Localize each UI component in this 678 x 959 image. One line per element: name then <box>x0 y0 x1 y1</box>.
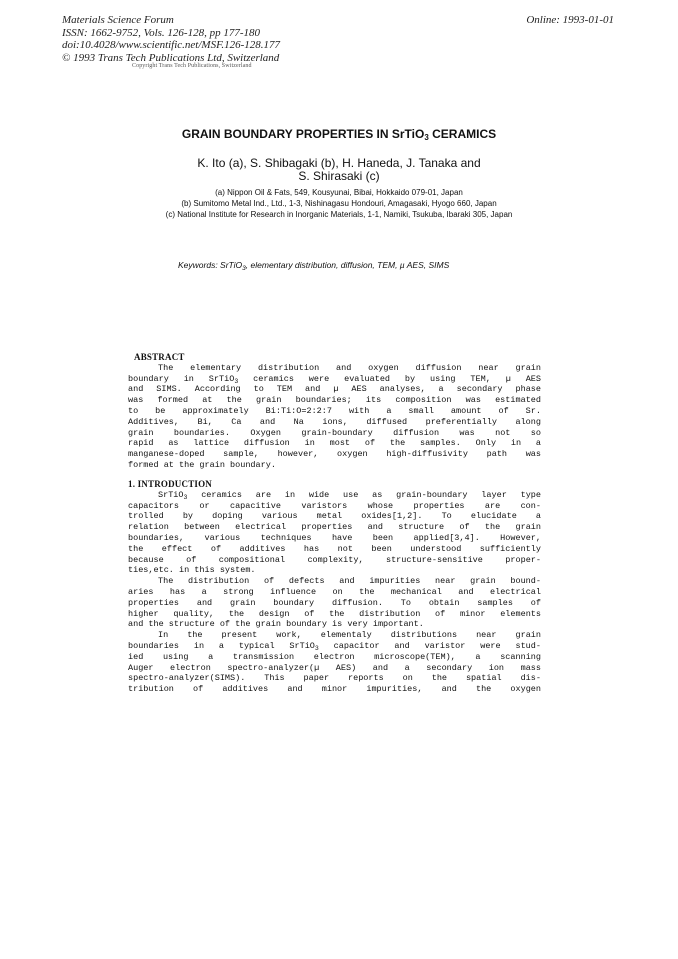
introduction-line: the effect of additives has not been understood sufficiently <box>128 543 541 554</box>
keywords-prefix: Keywords: SrTiO <box>178 260 243 270</box>
introduction-body <box>128 490 541 695</box>
keywords-rest: , elementary distribution, diffusion, TEM, µ AES, SIMS <box>245 260 450 270</box>
introduction-line: boundaries, various techniques have been applied[3,4]. However, <box>128 532 541 543</box>
paper-title <box>0 127 678 142</box>
introduction-line: spectro-analyzer(SIMS). This paper reports on the spatial dis- <box>128 673 541 684</box>
introduction-line: SrTiO$_3$ ceramics are in wide use as grain-boundary layer type <box>158 489 541 501</box>
doi-line[interactable]: doi:10.4028/www.scientific.net/MSF.126-128.177 <box>62 39 281 51</box>
introduction-line: boundaries in a typical SrTiO$_3$ capacitor and varistor were stud- <box>128 640 541 652</box>
introduction-line: ied using a transmission electron microscope(TEM), a scanning <box>128 651 541 662</box>
abstract-line: to be approximately Bi:Ti:O=2:2:7 with a small amount of Sr. <box>128 405 541 416</box>
abstract-line: rapid as lattice diffusion in most of the samples. Only in a <box>128 438 541 449</box>
title-tail: CERAMICS <box>428 127 497 141</box>
introduction-line: higher quality, the design of the distribution of minor elements <box>128 608 541 619</box>
title-main: GRAIN BOUNDARY PROPERTIES IN SrTiO <box>181 127 425 141</box>
abstract-section <box>128 352 541 471</box>
abstract-line: boundary in SrTiO$_3$ ceramics were evaluated by using TEM, µ AES <box>128 373 541 385</box>
introduction-line: trolled by doping various metal oxides[1,2]. To elucidate a <box>128 511 541 522</box>
introduction-line: ties,etc. in this system. <box>128 565 256 576</box>
journal-name: Materials Science Forum <box>62 14 174 26</box>
abstract-line: grain boundaries. Oxygen grain-boundary diffusion was not so <box>128 427 541 438</box>
introduction-line: aries has a strong influence on the mechanical and electrical <box>128 586 541 597</box>
publication-header <box>62 14 280 64</box>
abstract-line: and SIMS. According to TEM and µ AES analyses, a secondary phase <box>128 384 541 395</box>
introduction-line: and the structure of the grain boundary is very important. <box>128 619 424 630</box>
authors-line-1: K. Ito (a), S. Shibagaki (b), H. Haneda, J. Tanaka and <box>197 156 481 170</box>
introduction-line: relation between electrical properties and structure of the grain <box>128 522 541 533</box>
issn-line: ISSN: 1662-9752, Vols. 126-128, pp 177-180 <box>62 26 260 39</box>
introduction-line: tribution of additives and minor impurities, and the oxygen <box>128 684 541 695</box>
affiliations <box>0 187 678 220</box>
online-date: Online: 1993-01-01 <box>526 14 614 26</box>
introduction-line: The distribution of defects and impurities near grain bound- <box>158 576 541 587</box>
introduction-line: capacitors or capacitive varistors whose properties are con- <box>128 500 541 511</box>
faint-copyright-notice: Copyright Trans Tech Publications, Switzerland <box>132 63 252 69</box>
affiliation-b: (b) Sumitomo Metal Ind., Ltd., 1-3, Nishinagasu Hondouri, Amagasaki, Hyogo 660, Japan <box>181 199 497 208</box>
abstract-line: formed at the grain boundary. <box>128 459 276 470</box>
introduction-line: properties and grain boundary diffusion. To obtain samples of <box>128 597 541 608</box>
introduction-line: Auger electron spectro-analyzer(µ AES) and a secondary ion mass <box>128 662 541 673</box>
title-subscript: 3 <box>424 133 429 142</box>
copyright-line: © 1993 Trans Tech Publications Ltd, Switzerland <box>62 51 280 64</box>
keywords-subscript: 3 <box>242 265 246 272</box>
authors-line-2: S. Shirasaki (c) <box>298 169 380 183</box>
introduction-line: In the present work, elementaly distributions near grain <box>158 630 541 641</box>
keywords <box>178 260 449 272</box>
abstract-heading: ABSTRACT <box>134 352 185 362</box>
author-list <box>0 157 678 183</box>
abstract-line: was formed at the grain boundaries; its composition was estimated <box>128 395 541 406</box>
abstract-line: The elementary distribution and oxygen diffusion near grain <box>158 362 541 373</box>
introduction-heading: 1. INTRODUCTION <box>128 479 213 489</box>
affiliation-c: (c) National Institute for Research in Inorganic Materials, 1-1, Namiki, Tsukuba, Ibaraki 305, Japan <box>165 210 513 219</box>
abstract-line: manganese-doped sample, however, oxygen high-diffusivity path was <box>128 449 541 460</box>
introduction-line: because of compositional complexity, structure-sensitive proper- <box>128 554 541 565</box>
abstract-body <box>128 363 541 471</box>
introduction-section <box>128 479 541 695</box>
abstract-line: Additives, Bi, Ca and Na ions, diffused preferentially along <box>128 416 541 427</box>
affiliation-a: (a) Nippon Oil & Fats, 549, Kousyunai, Bibai, Hokkaido 079-01, Japan <box>215 188 463 197</box>
